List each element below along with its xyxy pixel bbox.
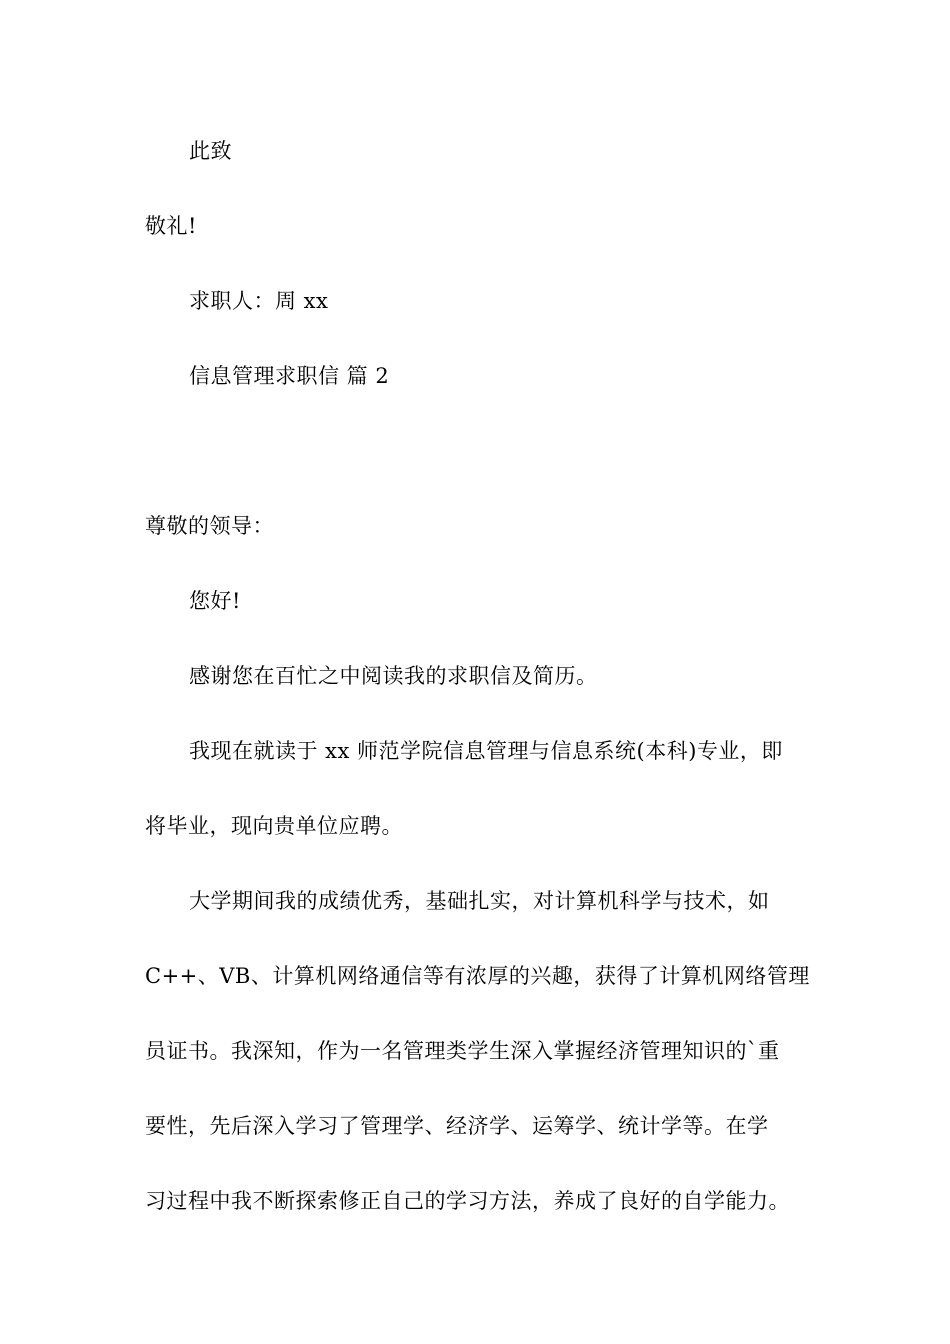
- paragraph-line: 大学期间我的成绩优秀，基础扎实，对计算机科学与技术，如: [189, 889, 770, 913]
- paragraph-line: 感谢您在百忙之中阅读我的求职信及简历。: [189, 664, 598, 688]
- paragraph-line: 员证书。我深知，作为一名管理类学生深入掌握经济管理知识的`重: [145, 1039, 780, 1063]
- signature-line: 求职人：周 xx: [189, 289, 329, 313]
- paragraph-line: 我现在就读于 xx 师范学院信息管理与信息系统(本科)专业，即: [189, 739, 783, 763]
- closing-salutation: 此致: [189, 139, 232, 163]
- greeting-line: 尊敬的领导：: [145, 514, 274, 538]
- paragraph-line: 习过程中我不断探索修正自己的学习方法，养成了良好的自学能力。: [145, 1189, 790, 1213]
- paragraph-line: 要性，先后深入学习了管理学、经济学、运筹学、统计学等。在学: [145, 1114, 769, 1138]
- paragraph-line: C++、VB、计算机网络通信等有浓厚的兴趣，获得了计算机网络管理: [145, 964, 810, 988]
- hello-line: 您好!: [189, 589, 241, 613]
- paragraph-line: 将毕业，现向贵单位应聘。: [145, 814, 403, 838]
- section-heading: 信息管理求职信 篇 2: [189, 364, 390, 388]
- closing-regards: 敬礼!: [145, 214, 197, 238]
